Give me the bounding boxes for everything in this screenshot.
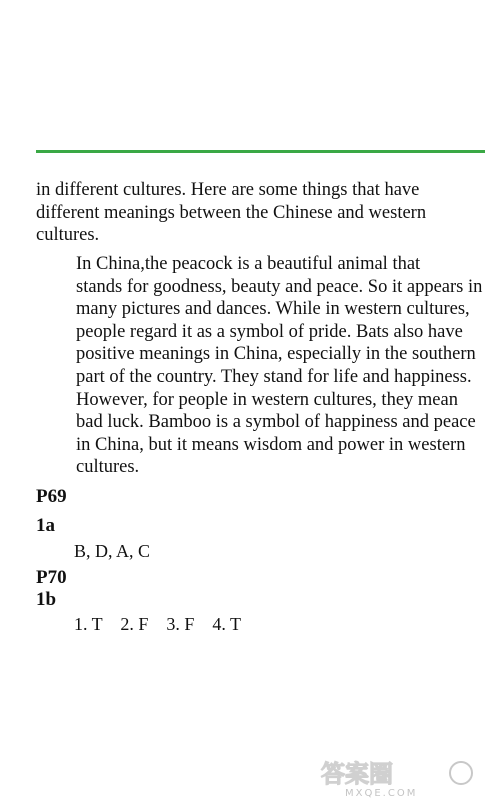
text-line: stands for goodness, beauty and peace. So it appears in (76, 276, 483, 297)
exercise-label-1a: 1a (36, 515, 55, 536)
text-line: cultures. (36, 225, 100, 246)
text-line: in China, but it means wisdom and power in western (76, 434, 466, 455)
paragraph-intro (36, 179, 474, 247)
paragraph-symbols (36, 253, 483, 479)
text-line: people regard it as a symbol of pride. Bats also have (76, 321, 463, 342)
exercise-label-1b: 1b (36, 589, 57, 610)
text-line: positive meanings in China, especially in the southern (76, 344, 476, 365)
answer-1b: 1. T 2. F 3. F 4. T (74, 614, 242, 634)
text-line: part of the country. They stand for life and happiness. (76, 366, 472, 387)
green-divider-line (36, 150, 485, 153)
watermark-url: MXQE.COM (345, 788, 418, 798)
text-line: However, for people in western cultures, they mean (76, 389, 458, 410)
text-line: cultures. (76, 457, 140, 478)
page-label-p70: P70 (36, 567, 67, 588)
text-line: bad luck. Bamboo is a symbol of happiness and peace (76, 412, 476, 433)
page-label-p69: P69 (36, 486, 67, 507)
watermark-text: 答案圈 (321, 760, 393, 788)
answer-1a: B, D, A, C (74, 541, 151, 561)
text-line: different meanings between the Chinese and western (36, 202, 427, 223)
text-line: In China,the peacock is a beautiful animal that (76, 254, 421, 274)
watermark-ring-icon (450, 762, 472, 784)
text-line: in different cultures. Here are some things that have (36, 180, 420, 200)
text-line: many pictures and dances. While in western cultures, (76, 299, 470, 320)
watermark-logo (319, 756, 479, 798)
